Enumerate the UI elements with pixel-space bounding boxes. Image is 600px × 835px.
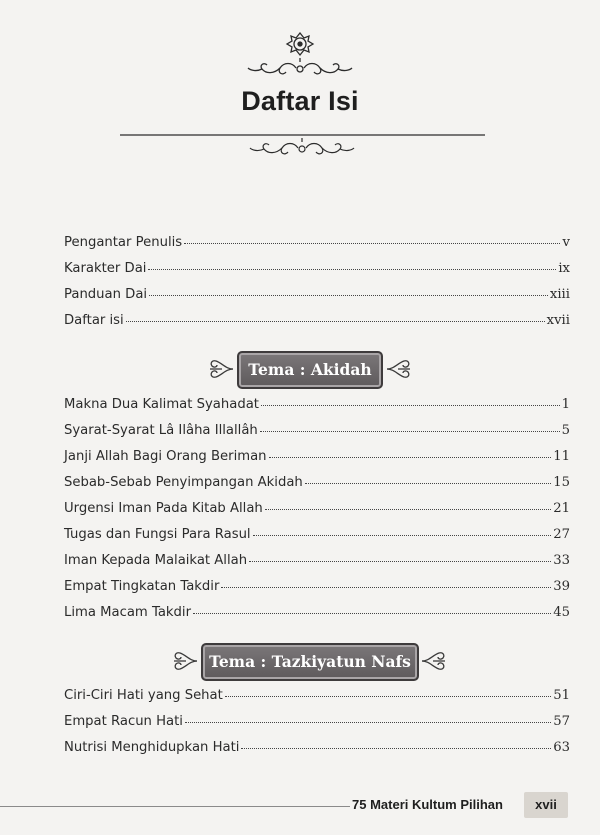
toc-dot-leader [193,612,551,614]
toc-dot-leader [241,747,551,749]
toc-entry-label: Janji Allah Bagi Orang Beriman [64,449,267,464]
front-matter-list [64,235,570,339]
toc-entry-label: Sebab-Sebab Penyimpangan Akidah [64,475,303,490]
akidah-list [64,397,570,631]
section-header-akidah [0,351,600,391]
section-header-tazkiyatun-nafs [0,643,600,683]
toc-entry-page: 39 [553,579,570,594]
toc-entry-page: 1 [561,397,570,412]
toc-entry-page: 5 [561,423,570,438]
toc-entry-page: 33 [553,553,570,568]
toc-entry[interactable] [64,313,570,339]
ornament-top-icon [246,32,354,82]
toc-entry[interactable] [64,235,570,261]
toc-entry-page: xvii [546,313,570,328]
toc-entry-page: xiii [549,287,570,302]
toc-entry-label: Daftar isi [64,313,124,328]
toc-dot-leader [305,482,551,484]
toc-entry-label: Tugas dan Fungsi Para Rasul [64,527,251,542]
toc-dot-leader [185,721,551,723]
toc-entry-page: 27 [553,527,570,542]
toc-entry[interactable] [64,261,570,287]
toc-entry-label: Panduan Dai [64,287,148,302]
toc-entry[interactable] [64,475,570,501]
toc-dot-leader [265,508,551,510]
toc-entry[interactable] [64,605,570,631]
footer-page-number: xvii [524,792,568,818]
toc-entry[interactable] [64,397,570,423]
flourish-left-icon [172,649,198,673]
toc-entry-label: Ciri-Ciri Hati yang Sehat [64,688,223,703]
title-underline-ornament-icon [120,130,485,160]
toc-entry-label: Iman Kepada Malaikat Allah [64,553,248,568]
toc-entry-page: v [562,235,570,250]
toc-entry-label: Lima Macam Takdir [64,605,192,620]
toc-entry-label: Pengantar Penulis [64,235,183,250]
toc-dot-leader [261,404,560,406]
toc-entry-label: Karakter Dai [64,261,147,276]
toc-dot-leader [225,695,551,697]
flourish-right-icon [386,357,412,381]
toc-entry[interactable] [64,527,570,553]
toc-dot-leader [148,268,556,270]
toc-entry-page: 63 [553,740,570,755]
toc-entry[interactable] [64,287,570,313]
toc-dot-leader [260,430,560,432]
flourish-left-icon [208,357,234,381]
footer-book-title: 75 Materi Kultum Pilihan [352,797,503,812]
tazkiyatun-nafs-list [64,688,570,766]
toc-entry[interactable] [64,740,570,766]
page-title: Daftar Isi [241,86,359,116]
toc-dot-leader [269,456,552,458]
toc-entry[interactable] [64,449,570,475]
toc-entry-page: 21 [553,501,570,516]
toc-dot-leader [249,560,551,562]
toc-entry-label: Syarat-Syarat Lâ Ilâha Illallâh [64,423,258,438]
toc-entry-label: Empat Racun Hati [64,714,183,729]
toc-dot-leader [184,242,560,244]
toc-entry-page: 45 [553,605,570,620]
toc-entry-label: Urgensi Iman Pada Kitab Allah [64,501,263,516]
toc-entry-page: 15 [553,475,570,490]
toc-entry-page: ix [558,261,570,276]
toc-dot-leader [149,294,548,296]
toc-entry-page: 51 [553,688,570,703]
flourish-right-icon [421,649,447,673]
toc-entry[interactable] [64,501,570,527]
section-badge: Tema : Tazkiyatun Nafs [201,643,419,681]
toc-dot-leader [253,534,552,536]
toc-entry-label: Nutrisi Menghidupkan Hati [64,740,240,755]
toc-dot-leader [221,586,551,588]
toc-entry-page: 57 [553,714,570,729]
toc-entry[interactable] [64,423,570,449]
toc-entry-page: 11 [553,449,570,464]
toc-entry[interactable] [64,714,570,740]
toc-entry[interactable] [64,553,570,579]
toc-dot-leader [126,320,545,322]
toc-entry-label: Makna Dua Kalimat Syahadat [64,397,259,412]
toc-entry[interactable] [64,688,570,714]
toc-entry-label: Empat Tingkatan Takdir [64,579,220,594]
section-badge: Tema : Akidah [237,351,383,389]
footer-rule [0,806,350,807]
toc-entry[interactable] [64,579,570,605]
